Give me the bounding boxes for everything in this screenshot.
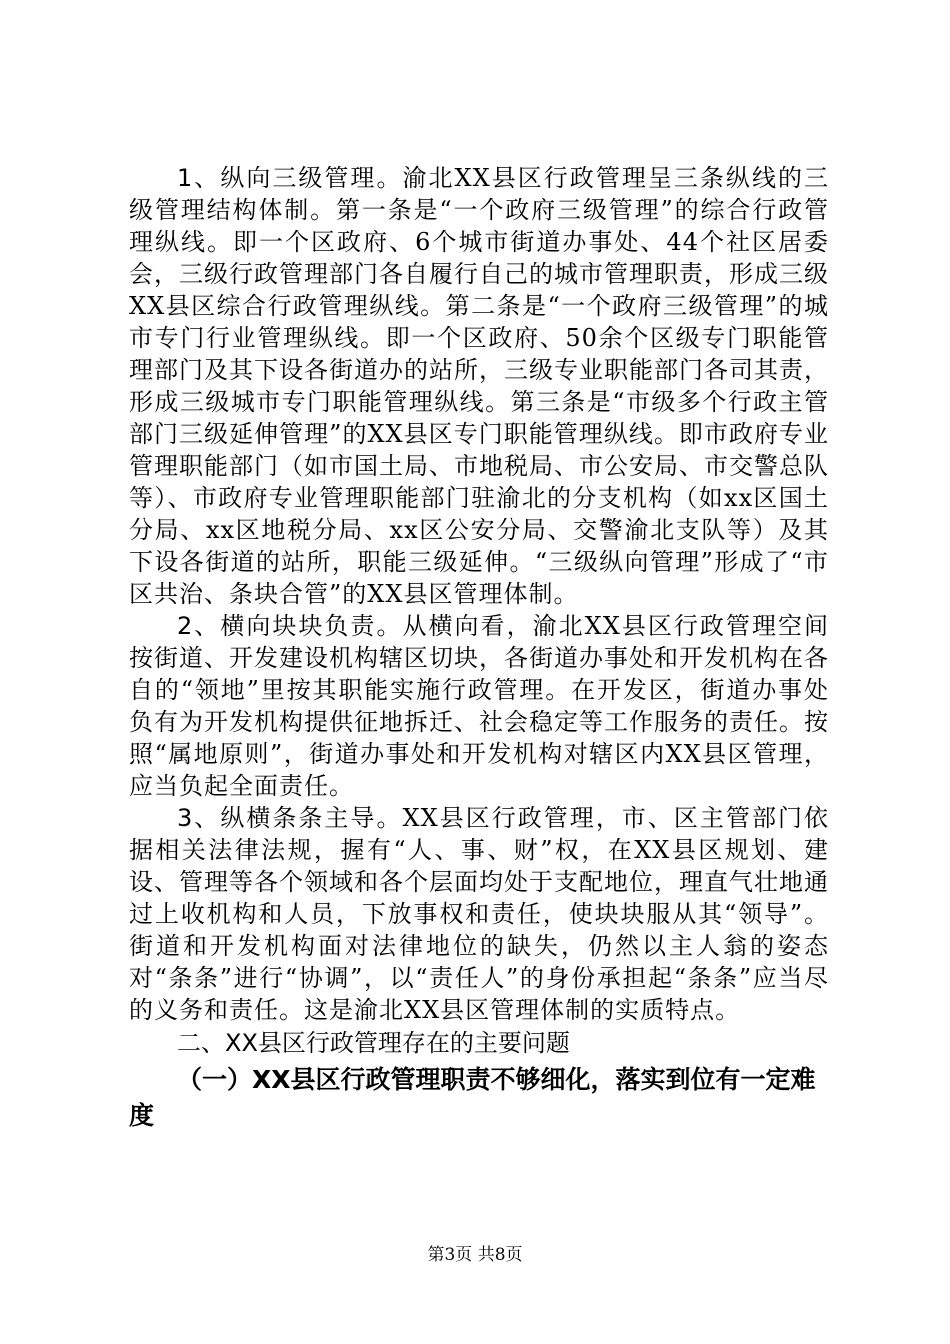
subsection-heading: （一）XX县区行政管理职责不够细化，落实到位有一定难度	[129, 1065, 816, 1130]
paragraph-lead: 3、纵横条条主导。	[177, 804, 403, 832]
section-heading: 二、XX县区行政管理存在的主要问题	[177, 1029, 570, 1057]
document-body	[129, 162, 829, 1134]
paragraph-text: 从横向看，渝北XX县区行政管理空间按街道、开发建设机构辖区切块，各街道办事处和开发机构在各自的“领地”里按其职能实施行政管理。在开发区，街道办事处负有为开发机构提供征地拆迁、社会稳定等工作服务的责任。按照“属地原则”，街道办事处和开发机构对辖区内XX县区管理，应当负起全面责任。	[129, 612, 829, 800]
page-footer: 第3页 共8页	[427, 1245, 523, 1265]
paragraph-vertical-horizontal-dominance	[129, 802, 829, 1026]
paragraph-text: 渝北XX县区行政管理呈三条纵线的三级管理结构体制。第一条是“一个政府三级管理”的综合行政管理纵线。即一个区政府、6个城市街道办事处、44个社区居委会，三级行政管理部门各自履行自己的城市管理职责，形成三级XX县区综合行政管理纵线。第二条是“一个政府三级管理”的城市专门行业管理纵线。即一个区政府、50余个区级专门职能管理部门及其下设各街道办的站所，三级专业职能部门各司其责，形成三级城市专门职能管理纵线。第三条是“市级多个行政主管部门三级延伸管理”的XX县区专门职能管理纵线。即市政府专业管理职能部门（如市国土局、市地税局、市公安局、市交警总队等）、市政府专业管理职能部门驻渝北的分支机构（如xx区国土分局、xx区地税分局、xx区公安分局、交警渝北支队等）及其下设各街道的站所，职能三级延伸。“三级纵向管理”形成了“市区共治、条块合管”的XX县区管理体制。	[129, 164, 829, 608]
paragraph-lead: 2、横向块块负责。	[177, 612, 403, 640]
paragraph-lead: 1、纵向三级管理。	[177, 164, 403, 192]
paragraph-vertical-management	[129, 162, 829, 610]
paragraph-text: XX县区行政管理，市、区主管部门依据相关法律法规，握有“人、事、财”权，在XX县区规划、建设、管理等各个领域和各个层面均处于支配地位，理直气壮地通过上收机构和人员，下放事权和责任，使块块服从其“领导”。街道和开发机构面对法律地位的缺失，仍然以主人翁的姿态对“条条”进行“协调”，以“责任人”的身份承担起“条条”应当尽的义务和责任。这是渝北XX县区管理体制的实质特点。	[129, 804, 829, 1024]
paragraph-horizontal-responsibility	[129, 610, 829, 802]
